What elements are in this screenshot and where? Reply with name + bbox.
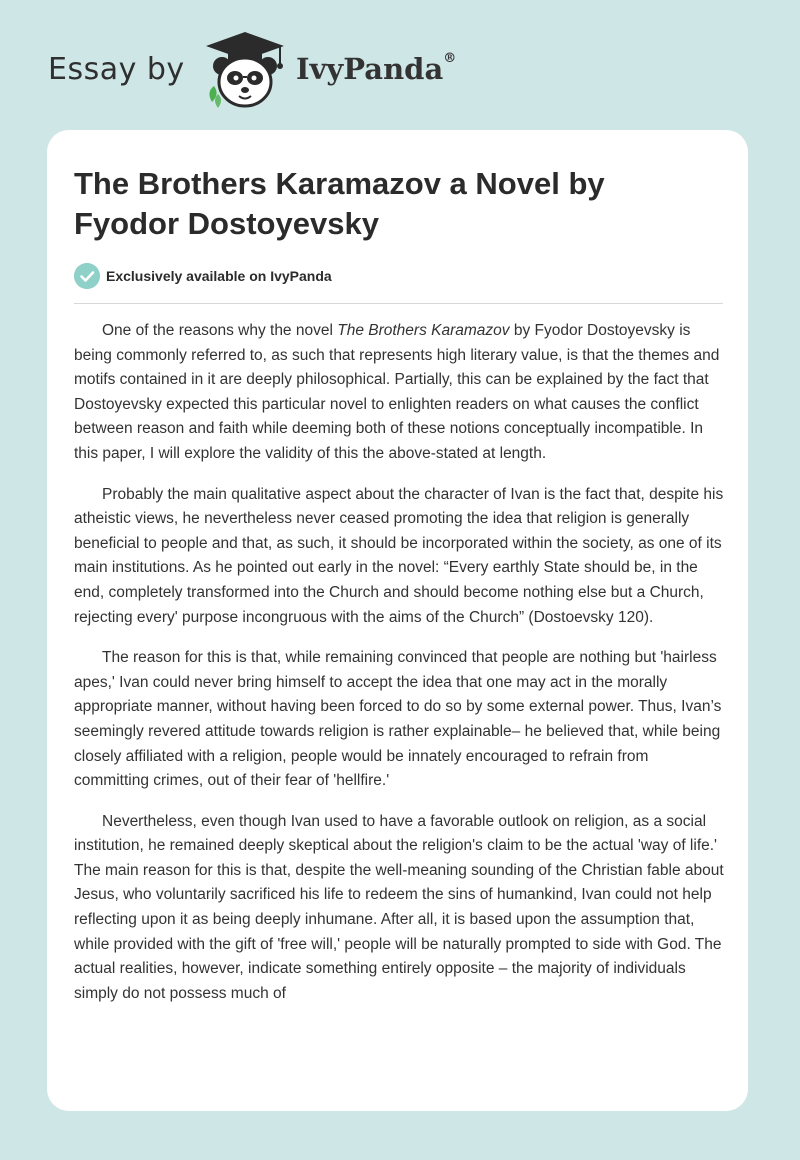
paragraph-1-text-cont: by Fyodor Dostoyevsky is being commonly referred to, as such that represents high literary value, is that the themes and motifs contained in it are deeply philosophical. Partially, this can be explained by the fact that Dostoyevsky expected this particular novel to enlighten readers on what causes the conflict between reason and faith while deeming both of these notions conceptually incompatible. In this paper, I will explore the validity of this the above-stated at length. (74, 322, 720, 462)
essay-body (74, 319, 726, 1022)
brand-label: IvyPanda (296, 52, 444, 86)
brand-name (296, 52, 456, 86)
paragraph-4: Nevertheless, even though Ivan used to have a favorable outlook on religion, as a social institution, he remained deeply skeptical about the religion's claim to be the actual 'way of life.' The main reason for this is that, despite the well-meaning sounding of the Christian fable about Jesus, who voluntarily sacrificed his life to redeem the sins of humankind, Ivan could not help reflecting upon it as being deeply inhumane. After all, it is based upon the assumption that, while provided with the gift of 'free will,' people will be naturally prompted to side with God. The actual realities, however, indicate something entirely opposite – the majority of individuals simply do not possess much of (74, 812, 724, 1002)
panda-graduate-icon (202, 30, 288, 110)
book-title-italic: The Brothers Karamazov (337, 322, 510, 339)
paragraph-1-text: One of the reasons why the novel (102, 322, 338, 339)
essay-card (47, 130, 748, 1111)
site-header (48, 30, 528, 110)
registered-mark: ® (443, 51, 457, 67)
paragraph-3: The reason for this is that, while remaining convinced that people are nothing but 'hairless apes,' Ivan could never bring himself to accept the idea that one may act in the morally appropriate manner, without having been forced to do so by some external power. Thus, Ivan’s seemingly revered attitude towards religion is rather explainable– he believed that, while being closely affiliated with a religion, people would be innately encouraged to refrain from committing crimes, out of their fear of 'hellfire.' (74, 649, 722, 790)
check-icon (74, 263, 100, 289)
paragraph-1 (74, 319, 726, 467)
essay-title: The Brothers Karamazov a Novel by Fyodor Dostoyevsky (74, 166, 605, 241)
exclusive-badge-label: Exclusively available on IvyPanda (106, 268, 332, 284)
divider (74, 303, 723, 304)
paragraph-2: Probably the main qualitative aspect about the character of Ivan is the fact that, despite his atheistic views, he nevertheless never ceased promoting the idea that religion is generally beneficial to people and that, as such, it should be incorporated within the society, as one of its main institutions. As he pointed out early in the novel: “Every earthly State should be, in the end, completely transformed into the Church and should become nothing else but a Church, rejecting every' purpose incongruous with the aims of the Church” (Dostoevsky 120). (74, 485, 724, 626)
essay-by-label: Essay by (48, 52, 185, 87)
